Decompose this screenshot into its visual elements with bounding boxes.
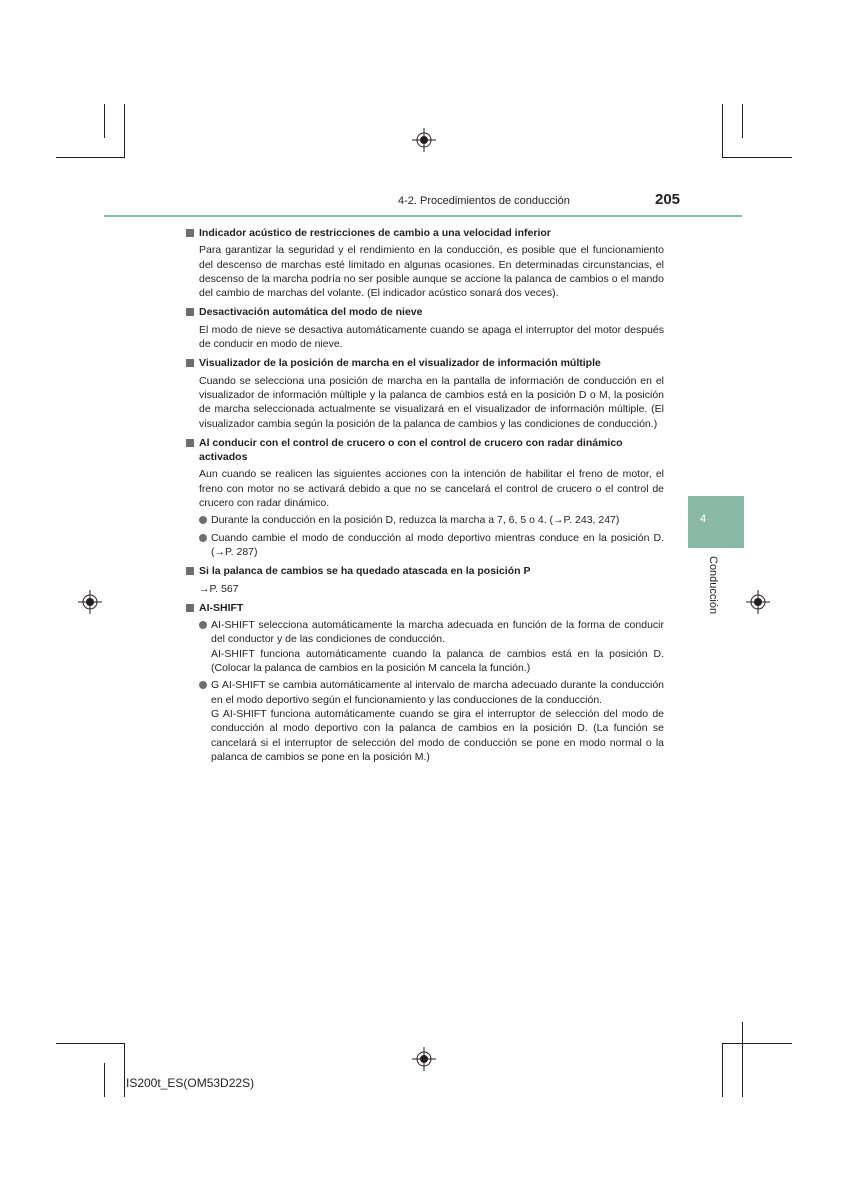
section-title: AI-SHIFT — [199, 601, 244, 614]
section-body: Para garantizar la seguridad y el rendimiento en la conducción, es posible que el funcionamiento del descenso de marchas esté limitado en algunas ocasiones. En determinadas circunstancias, el descenso de la marcha podría no ser posible aunque se accione la palanca de cambios o el mando del cambio de marchas del volante. (El indicador acústico sonará dos veces). — [199, 244, 664, 300]
square-bullet-icon — [186, 359, 194, 367]
chapter-label: Conducción — [707, 556, 719, 615]
list-item: Durante la conducción en la posición D, reduzca la marcha a 7, 6, 5 o 4. (→P. 243, 247) — [199, 513, 664, 527]
section-body: Aun cuando se realicen las siguientes acciones con la intención de habilitar el freno de motor, el freno con motor no se activará debido a que no se cancelará el control de crucero o el control de crucero con radar dinámico. — [199, 468, 664, 510]
registration-mark-top — [412, 128, 436, 152]
section-header: 4-2. Procedimientos de conducción — [398, 195, 570, 207]
round-bullet-icon — [199, 681, 207, 689]
page-number: 205 — [655, 191, 681, 208]
square-bullet-icon — [186, 308, 194, 316]
section-ai-shift — [186, 601, 664, 764]
list-item: AI-SHIFT selecciona automáticamente la marcha adecuada en función de la forma de conducir del conductor y de las condiciones de conducción. AI-SHIFT funciona automáticamente cuando la palanca de cambios está en la posición D. (Colocar la palanca de cambios en la posición M cancela la función.) — [199, 618, 664, 675]
round-bullet-icon — [199, 621, 207, 629]
section-downshift-buzzer — [186, 226, 664, 300]
round-bullet-icon — [199, 534, 207, 542]
header-rule — [104, 215, 742, 217]
section-title: Si la palanca de cambios se ha quedado atascada en la posición P — [199, 565, 531, 578]
square-bullet-icon — [186, 439, 194, 447]
section-shift-lever-stuck — [186, 564, 664, 596]
registration-mark-bottom — [412, 1047, 436, 1071]
square-bullet-icon — [186, 604, 194, 612]
section-cruise-control — [186, 436, 664, 559]
section-body: El modo de nieve se desactiva automáticamente cuando se apaga el interruptor del motor después de conducir en modo de nieve. — [199, 323, 664, 351]
main-content — [186, 226, 664, 767]
section-gear-display — [186, 356, 664, 430]
list-item: Cuando cambie el modo de conducción al modo deportivo mientras conduce en la posición D. (→P. 287) — [199, 531, 664, 560]
chapter-number: 4 — [700, 513, 707, 525]
manual-code: IS200t_ES(OM53D22S) — [126, 1076, 255, 1090]
square-bullet-icon — [186, 229, 194, 237]
registration-mark-right — [746, 590, 770, 614]
section-snow-mode — [186, 305, 664, 351]
list-item: G AI-SHIFT se cambia automáticamente al intervalo de marcha adecuado durante la conducción en el modo deportivo según el funcionamiento y las conducciones de la conducción. G AI-SHIFT funciona automáticamente cuando se gira el interruptor de selección del modo de conducción al modo deportivo con la palanca de cambios en la posición D. (La función se cancelará si el interruptor de selección del modo de conducción se pone en modo normal o la palanca de cambios se pone en la posición M.) — [199, 678, 664, 764]
square-bullet-icon — [186, 567, 194, 575]
section-title: Al conducir con el control de crucero o con el control de crucero con radar dinámico activados — [199, 436, 623, 464]
registration-mark-left — [78, 590, 102, 614]
section-body: Cuando se selecciona una posición de marcha en la pantalla de información de conducción en el visualizador de información múltiple y la palanca de cambios está en la posición D o M, la posición de marcha seleccionada actualmente se visualizará en el visualizador de información múltiple. (El visualizador cambia según la posición de la palanca de cambios y las condiciones de conducción.) — [199, 374, 664, 430]
section-title: Indicador acústico de restricciones de cambio a una velocidad inferior — [199, 227, 551, 239]
page-reference-link[interactable]: →P. 567 — [199, 582, 239, 595]
section-title: Desactivación automática del modo de nieve — [199, 306, 423, 319]
chapter-tab — [688, 496, 744, 548]
round-bullet-icon — [199, 516, 207, 524]
section-title: Visualizador de la posición de marcha en el visualizador de información múltiple — [199, 357, 601, 370]
